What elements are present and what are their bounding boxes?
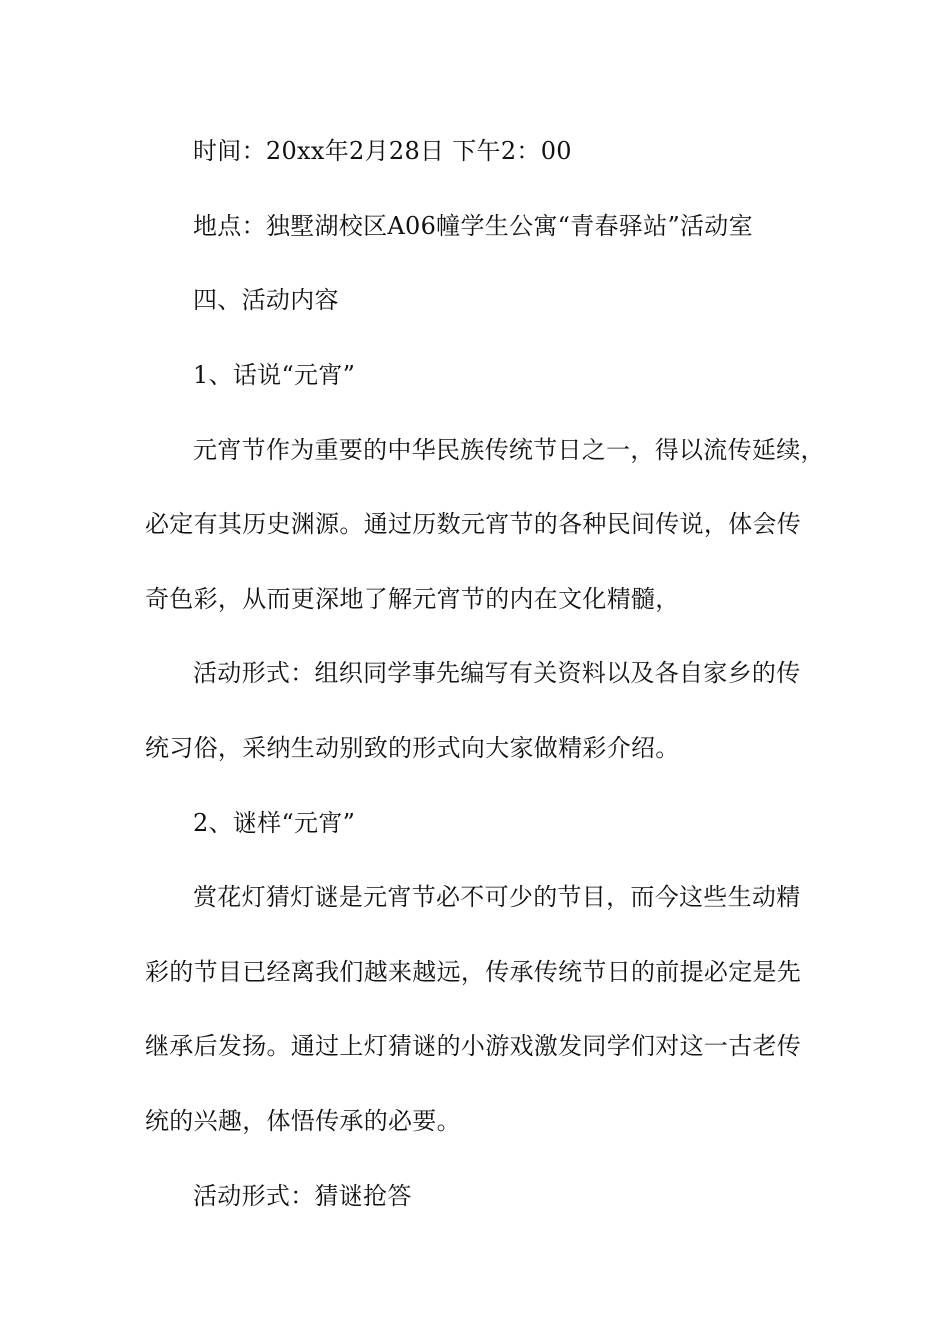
paragraph-1-line-1: 元宵节作为重要的中华民族传统节日之一，得以流传延续， <box>193 436 825 464</box>
paragraph-3-line-1: 赏花灯猜灯谜是元宵节必不可少的节目，而今这些生动精 <box>193 883 801 911</box>
subheading-1: 1、话说“元宵” <box>193 361 356 389</box>
paragraph-3-line-2: 彩的节目已经离我们越来越远，传承传统节日的前提必定是先 <box>145 958 802 986</box>
subheading-2: 2、谜样“元宵” <box>193 809 356 837</box>
paragraph-3-line-3: 继承后发扬。通过上灯猜谜的小游戏激发同学们对这一古老传 <box>145 1032 802 1060</box>
paragraph-2-line-1: 活动形式：组织同学事先编写有关资料以及各自家乡的传 <box>193 659 801 687</box>
paragraph-1-line-3: 奇色彩，从而更深地了解元宵节的内在文化精髓， <box>145 585 680 613</box>
paragraph-2-line-2: 统习俗，采纳生动别致的形式向大家做精彩介绍。 <box>145 734 680 762</box>
paragraph-1-line-2: 必定有其历史渊源。通过历数元宵节的各种民间传说，体会传 <box>145 510 802 538</box>
paragraph-4-line-1: 活动形式：猜谜抢答 <box>193 1182 412 1210</box>
paragraph-3-line-4: 统的兴趣，体悟传承的必要。 <box>145 1107 461 1135</box>
section-heading: 四、活动内容 <box>193 286 339 314</box>
time-line: 时间：20xx年2月28日 下午2：00 <box>193 137 572 165</box>
location-line: 地点：独墅湖校区A06幢学生公寓“青春驿站”活动室 <box>193 212 753 240</box>
